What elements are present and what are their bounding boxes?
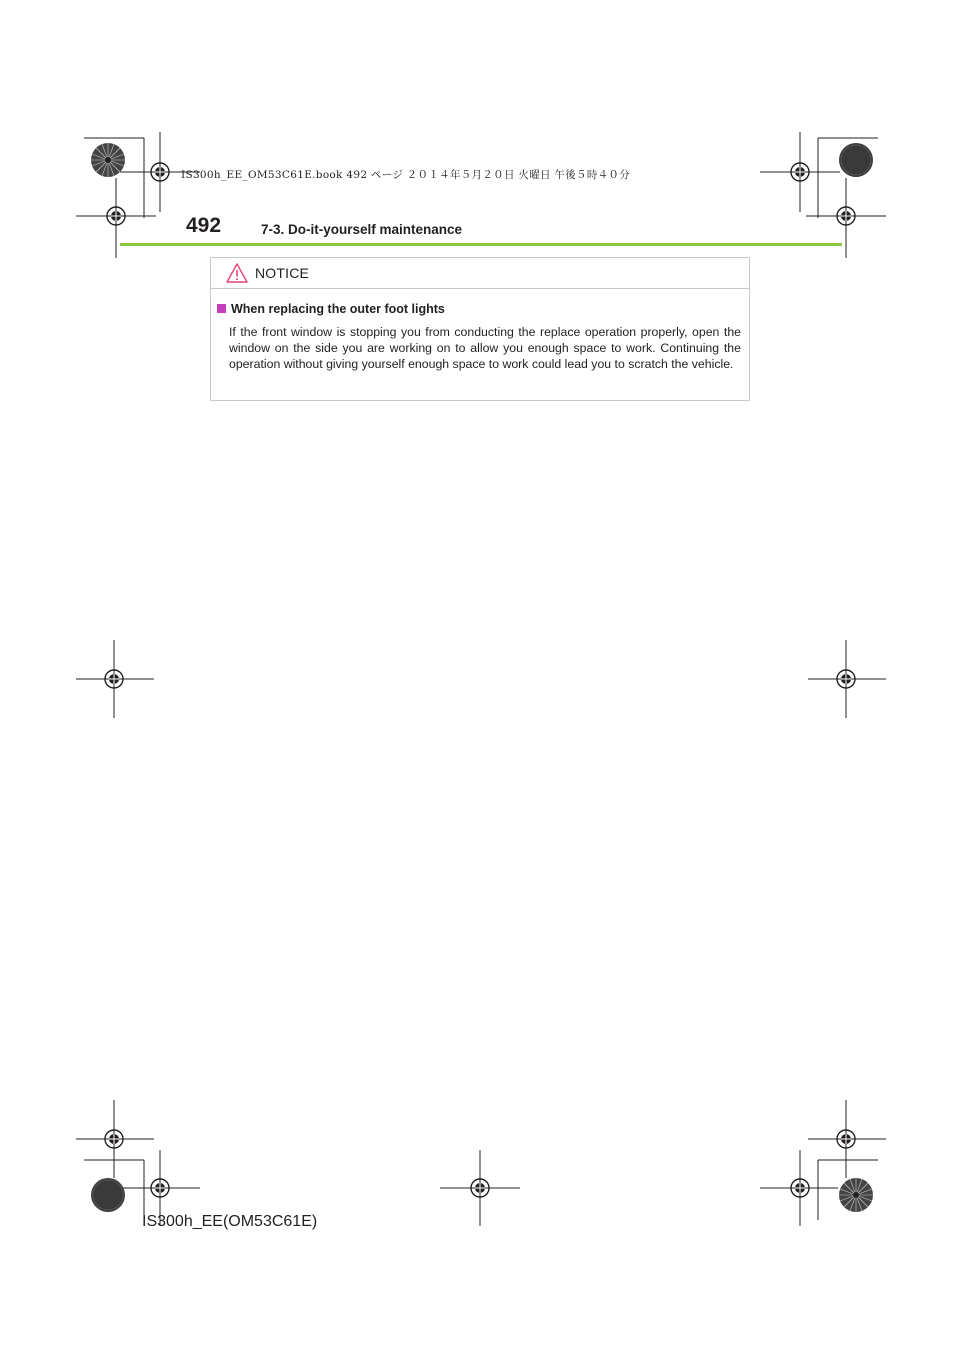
footer-model-code: IS300h_EE(OM53C61E) xyxy=(142,1213,318,1230)
warning-triangle-icon xyxy=(225,262,249,284)
section-title: 7-3. Do-it-yourself maintenance xyxy=(261,222,463,237)
notice-heading-text: When replacing the outer foot lights xyxy=(231,302,445,316)
notice-body: If the front window is stopping you from conducting the replace operation properly, open the window on the side you are working on to allow you enough space to work. Continuing the operation without giving yourself enough space to work could lead you to scratch the vehicle. xyxy=(229,325,741,371)
notice-title: NOTICE xyxy=(255,265,310,281)
notice-header xyxy=(211,258,749,289)
notice-heading xyxy=(217,302,445,316)
header-rule xyxy=(120,243,842,246)
page-number: 492 xyxy=(186,214,222,237)
print-stamp: IS300h_EE_OM53C61E.book 492 ページ ２０１４年５月２０日 火曜日 午後５時４０分 xyxy=(181,169,631,181)
notice-box xyxy=(210,257,750,401)
square-bullet-icon xyxy=(217,304,226,313)
